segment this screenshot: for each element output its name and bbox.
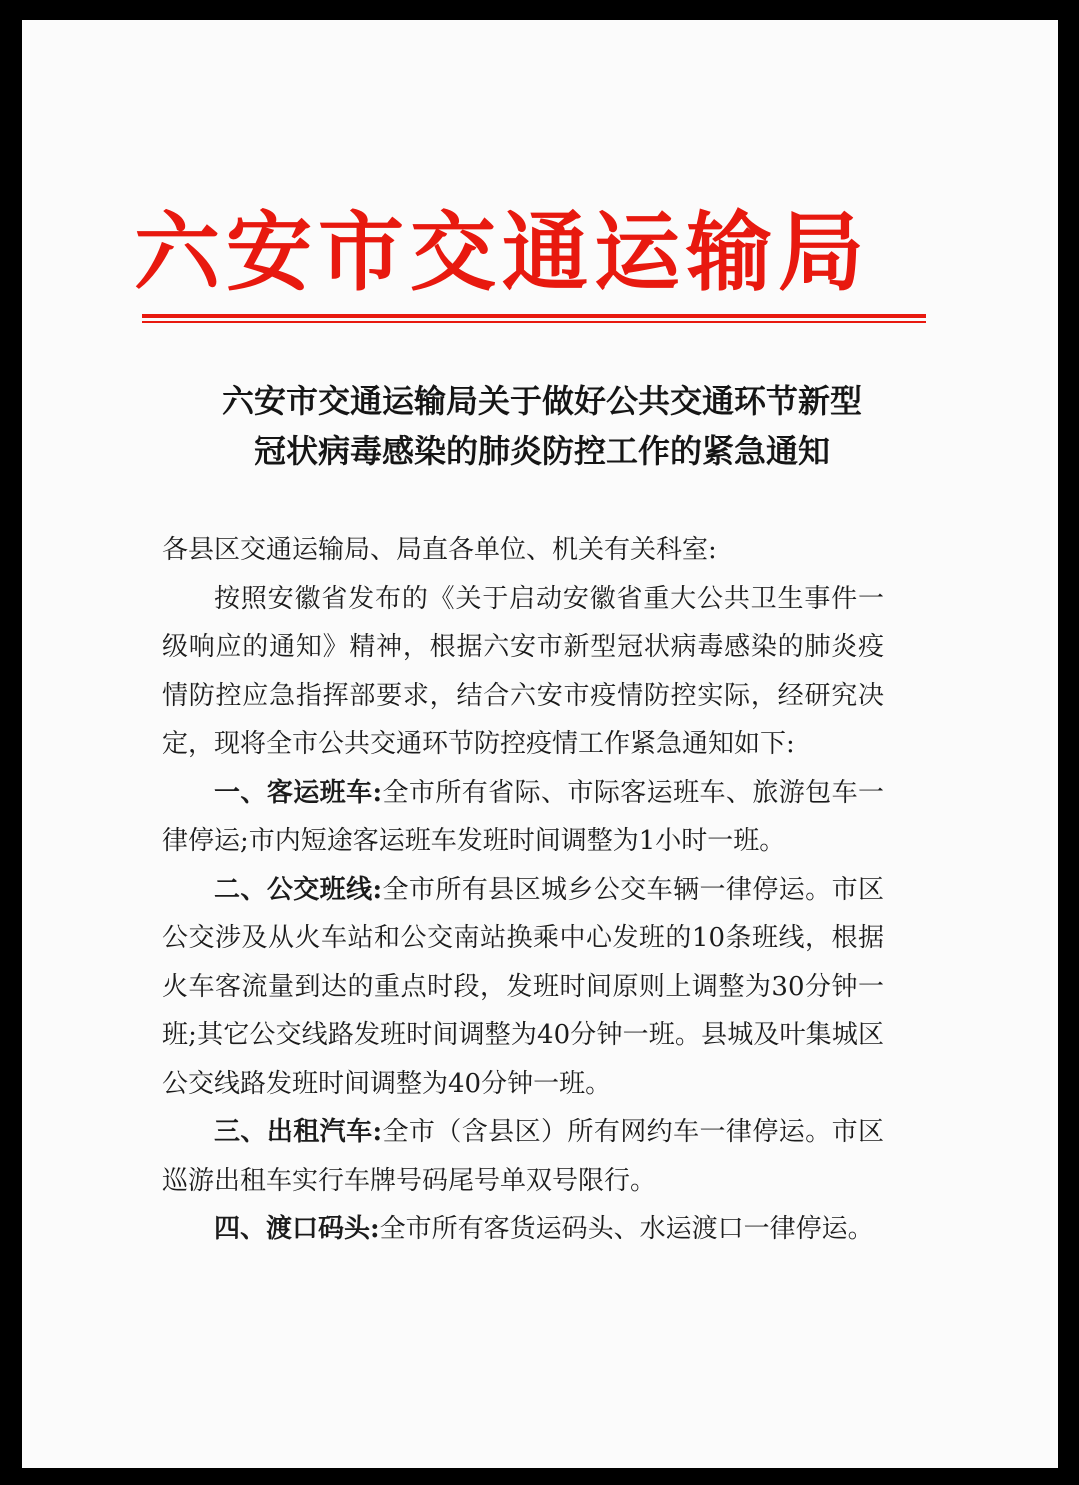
- document-page: [22, 20, 1058, 1468]
- salutation: 各县区交通运输局、局直各单位、机关有关科室:: [162, 535, 717, 565]
- section-text: 全市所有客货运码头、水运渡口一律停运。: [379, 1214, 874, 1244]
- section-heading: 一、客运班车:: [214, 777, 383, 808]
- letterhead-organization: 六安市交通运输局: [134, 203, 870, 303]
- document-title: [172, 376, 912, 476]
- section-paragraph: [162, 1108, 884, 1205]
- section-paragraph: [162, 1205, 884, 1254]
- section-text: 全市所有省际、市际客运班车、旅游包车一律停运;市内短途客运班车发班时间调整为1小时一班。: [162, 777, 884, 856]
- section-paragraph: [162, 769, 884, 866]
- title-line-2: 冠状病毒感染的肺炎防控工作的紧急通知: [253, 432, 830, 470]
- document-body: [162, 526, 884, 1254]
- section-heading: 四、渡口码头:: [214, 1214, 380, 1244]
- letterhead-red-rule-thin: [142, 321, 926, 323]
- section-heading: 三、出租汽车:: [214, 1117, 383, 1147]
- section-text: 全市所有县区城乡公交车辆一律停运。市区公交涉及从火车站和公交南站换乘中心发班的10条班线，根据火车客流量到达的重点时段，发班时间原则上调整为30分钟一班;其它公交线路发班时间调整为40分钟一班。县城及叶集城区公交线路发班时间调整为40分钟一班。: [162, 874, 884, 1099]
- intro-paragraph: 按照安徽省发布的《关于启动安徽省重大公共卫生事件一级响应的通知》精神，根据六安市新型冠状病毒感染的肺炎疫情防控应急指挥部要求，结合六安市疫情防控实际，经研究决定，现将全市公共交通环节防控疫情工作紧急通知如下:: [162, 583, 884, 759]
- section-heading: 二、公交班线:: [214, 874, 383, 905]
- letterhead-red-rule: [142, 314, 926, 318]
- section-paragraph: [162, 866, 884, 1109]
- title-line-1: 六安市交通运输局关于做好公共交通环节新型: [221, 382, 862, 420]
- section-text: 全市（含县区）所有网约车一律停运。市区巡游出租车实行车牌号码尾号单双号限行。: [162, 1117, 884, 1196]
